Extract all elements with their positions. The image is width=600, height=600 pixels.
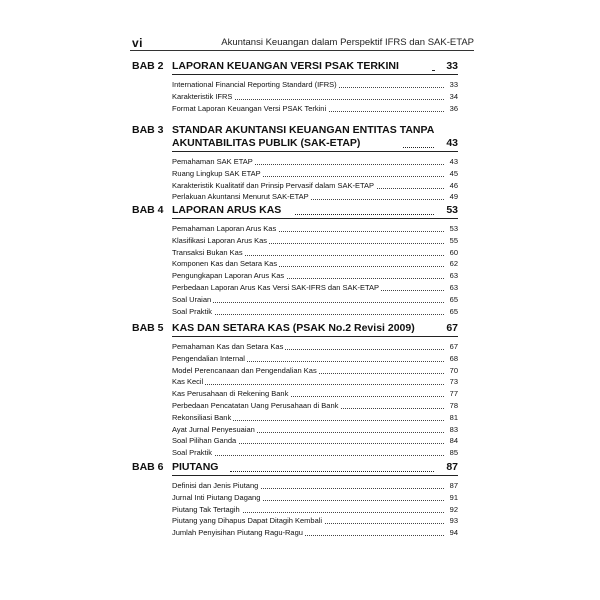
entry-label: Model Perencanaan dan Pengendalian Kas xyxy=(172,365,317,375)
chapter-page: 67 xyxy=(443,322,458,334)
chapter-underline xyxy=(172,475,458,476)
entry-label: International Financial Reporting Standard (IFRS) xyxy=(172,80,337,89)
chapter-number: BAB 3 xyxy=(132,124,164,136)
chapter-title[interactable]: PIUTANG xyxy=(172,461,219,473)
entry-page: 84 xyxy=(449,436,458,446)
entry-label: Karakteristik Kualitatif dan Prinsip Pervasif dalam SAK-ETAP xyxy=(172,180,375,190)
chapter-title[interactable]: LAPORAN KEUANGAN VERSI PSAK TERKINI xyxy=(172,60,399,72)
entry-page: 68 xyxy=(449,353,458,363)
toc-entry[interactable] xyxy=(172,504,458,515)
chapter-leader-dots xyxy=(295,214,434,215)
chapter-underline xyxy=(172,336,458,337)
toc-entry[interactable] xyxy=(172,400,458,411)
entry-page: 43 xyxy=(449,157,458,166)
entry-label: Kas Perusahaan di Rekening Bank xyxy=(172,389,289,399)
toc-entry[interactable] xyxy=(172,247,458,258)
toc-entry[interactable] xyxy=(172,156,458,167)
entry-page: 63 xyxy=(449,271,458,281)
entry-page: 34 xyxy=(449,91,458,101)
entry-label: Soal Pilihan Ganda xyxy=(172,436,237,446)
entry-label: Ruang Lingkup SAK ETAP xyxy=(172,168,261,178)
running-title: Akuntansi Keuangan dalam Perspektif IFRS dan SAK-ETAP xyxy=(221,37,474,48)
entry-page: 87 xyxy=(449,481,458,490)
toc-entry[interactable] xyxy=(172,365,458,376)
toc-entry[interactable] xyxy=(172,258,458,269)
entry-page: 83 xyxy=(449,424,458,434)
chapter-number: BAB 5 xyxy=(132,322,164,334)
chapter-leader-dots xyxy=(230,471,434,472)
entry-page: 78 xyxy=(449,401,458,410)
toc-entry[interactable] xyxy=(172,492,458,503)
entry-page: 81 xyxy=(449,412,458,422)
entry-page: 92 xyxy=(449,504,458,514)
toc-entry[interactable] xyxy=(172,306,458,317)
entry-label: Pemahaman SAK ETAP xyxy=(172,157,253,166)
chapter-page: 87 xyxy=(443,461,458,473)
chapter-title[interactable]: AKUNTABILITAS PUBLIK (SAK-ETAP) xyxy=(172,137,361,149)
entry-label: Piutang Tak Tertagih xyxy=(172,504,240,514)
entry-label: Karakteristik IFRS xyxy=(172,91,233,101)
entry-page: 53 xyxy=(449,224,458,233)
chapter-title[interactable]: KAS DAN SETARA KAS (PSAK No.2 Revisi 2009) xyxy=(172,322,415,334)
chapter-number: BAB 4 xyxy=(132,204,164,216)
chapter-page: 33 xyxy=(443,60,458,72)
chapter-page: 43 xyxy=(443,137,458,149)
entry-page: 33 xyxy=(449,80,458,89)
entry-page: 73 xyxy=(449,377,458,387)
toc-entry[interactable] xyxy=(172,235,458,246)
entry-page: 63 xyxy=(449,283,458,292)
toc-entry[interactable] xyxy=(172,412,458,423)
entry-page: 91 xyxy=(449,492,458,502)
entry-label: Soal Uraian xyxy=(172,294,212,304)
entry-label: Pemahaman Laporan Arus Kas xyxy=(172,224,277,233)
entry-page: 77 xyxy=(449,389,458,399)
entry-label: Jumlah Penyisihan Piutang Ragu-Ragu xyxy=(172,528,303,538)
entry-page: 65 xyxy=(449,306,458,316)
entry-label: Format Laporan Keuangan Versi PSAK Terkini xyxy=(172,103,327,113)
toc-entry[interactable] xyxy=(172,91,458,102)
toc-entry[interactable] xyxy=(172,282,458,293)
toc-entry[interactable] xyxy=(172,341,458,352)
chapter-leader-dots xyxy=(432,70,434,71)
entry-page: 62 xyxy=(449,259,458,269)
chapter-leader-dots xyxy=(403,147,434,148)
entry-label: Jurnal Inti Piutang Dagang xyxy=(172,492,261,502)
toc-entry[interactable] xyxy=(172,424,458,435)
entry-label: Transaksi Bukan Kas xyxy=(172,247,243,257)
toc-entry[interactable] xyxy=(172,480,458,491)
entry-label: Kas Kecil xyxy=(172,377,204,387)
toc-entry[interactable] xyxy=(172,180,458,191)
toc-entry[interactable] xyxy=(172,294,458,305)
entry-page: 49 xyxy=(449,192,458,202)
entry-page: 46 xyxy=(449,180,458,190)
entry-label: Komponen Kas dan Setara Kas xyxy=(172,259,278,269)
toc-entry[interactable] xyxy=(172,435,458,446)
toc-entry[interactable] xyxy=(172,223,458,234)
toc-entry[interactable] xyxy=(172,168,458,179)
chapter-number: BAB 2 xyxy=(132,60,164,72)
entry-label: Rekonsiliasi Bank xyxy=(172,412,232,422)
entry-page: 70 xyxy=(449,365,458,375)
toc-entry[interactable] xyxy=(172,515,458,526)
toc-entry[interactable] xyxy=(172,353,458,364)
entry-label: Pengendalian Internal xyxy=(172,353,245,363)
entry-page: 67 xyxy=(449,342,458,351)
entry-page: 85 xyxy=(449,448,458,458)
chapter-title[interactable]: STANDAR AKUNTANSI KEUANGAN ENTITAS TANPA xyxy=(172,124,435,136)
chapter-underline xyxy=(172,151,458,152)
toc-entry[interactable] xyxy=(172,527,458,538)
entry-label: Ayat Jurnal Penyesuaian xyxy=(172,424,255,434)
entry-label: Piutang yang Dihapus Dapat Ditagih Kembali xyxy=(172,516,323,526)
header-rule xyxy=(130,50,474,51)
chapter-number: BAB 6 xyxy=(132,461,164,473)
entry-page: 93 xyxy=(449,516,458,526)
chapter-underline xyxy=(172,74,458,75)
toc-entry[interactable] xyxy=(172,79,458,90)
entry-page: 55 xyxy=(449,235,458,245)
chapter-title[interactable]: LAPORAN ARUS KAS xyxy=(172,204,282,216)
page-number: vi xyxy=(132,36,144,50)
entry-label: Soal Praktik xyxy=(172,448,213,458)
toc-entry[interactable] xyxy=(172,376,458,387)
entry-page: 36 xyxy=(449,103,458,113)
chapter-underline xyxy=(172,218,458,219)
entry-leader-dots xyxy=(172,384,444,385)
toc-entry[interactable] xyxy=(172,270,458,281)
entry-label: Perbedaan Pencatatan Uang Perusahaan di Bank xyxy=(172,401,339,410)
entry-label: Pengungkapan Laporan Arus Kas xyxy=(172,271,285,281)
toc-entry[interactable] xyxy=(172,447,458,458)
toc-entry[interactable] xyxy=(172,388,458,399)
entry-page: 60 xyxy=(449,247,458,257)
entry-label: Pemahaman Kas dan Setara Kas xyxy=(172,342,284,351)
chapter-page: 53 xyxy=(443,204,458,216)
entry-page: 45 xyxy=(449,168,458,178)
entry-label: Klasifikasi Laporan Arus Kas xyxy=(172,235,268,245)
entry-label: Soal Praktik xyxy=(172,306,213,316)
entry-label: Perbedaan Laporan Arus Kas Versi SAK-IFRS dan SAK-ETAP xyxy=(172,283,380,292)
entry-page: 65 xyxy=(449,294,458,304)
toc-entry[interactable] xyxy=(172,191,458,202)
toc-entry[interactable] xyxy=(172,103,458,114)
entry-page: 94 xyxy=(449,528,458,538)
entry-label: Perlakuan Akuntansi Menurut SAK-ETAP xyxy=(172,192,309,202)
entry-label: Definisi dan Jenis Piutang xyxy=(172,481,259,490)
